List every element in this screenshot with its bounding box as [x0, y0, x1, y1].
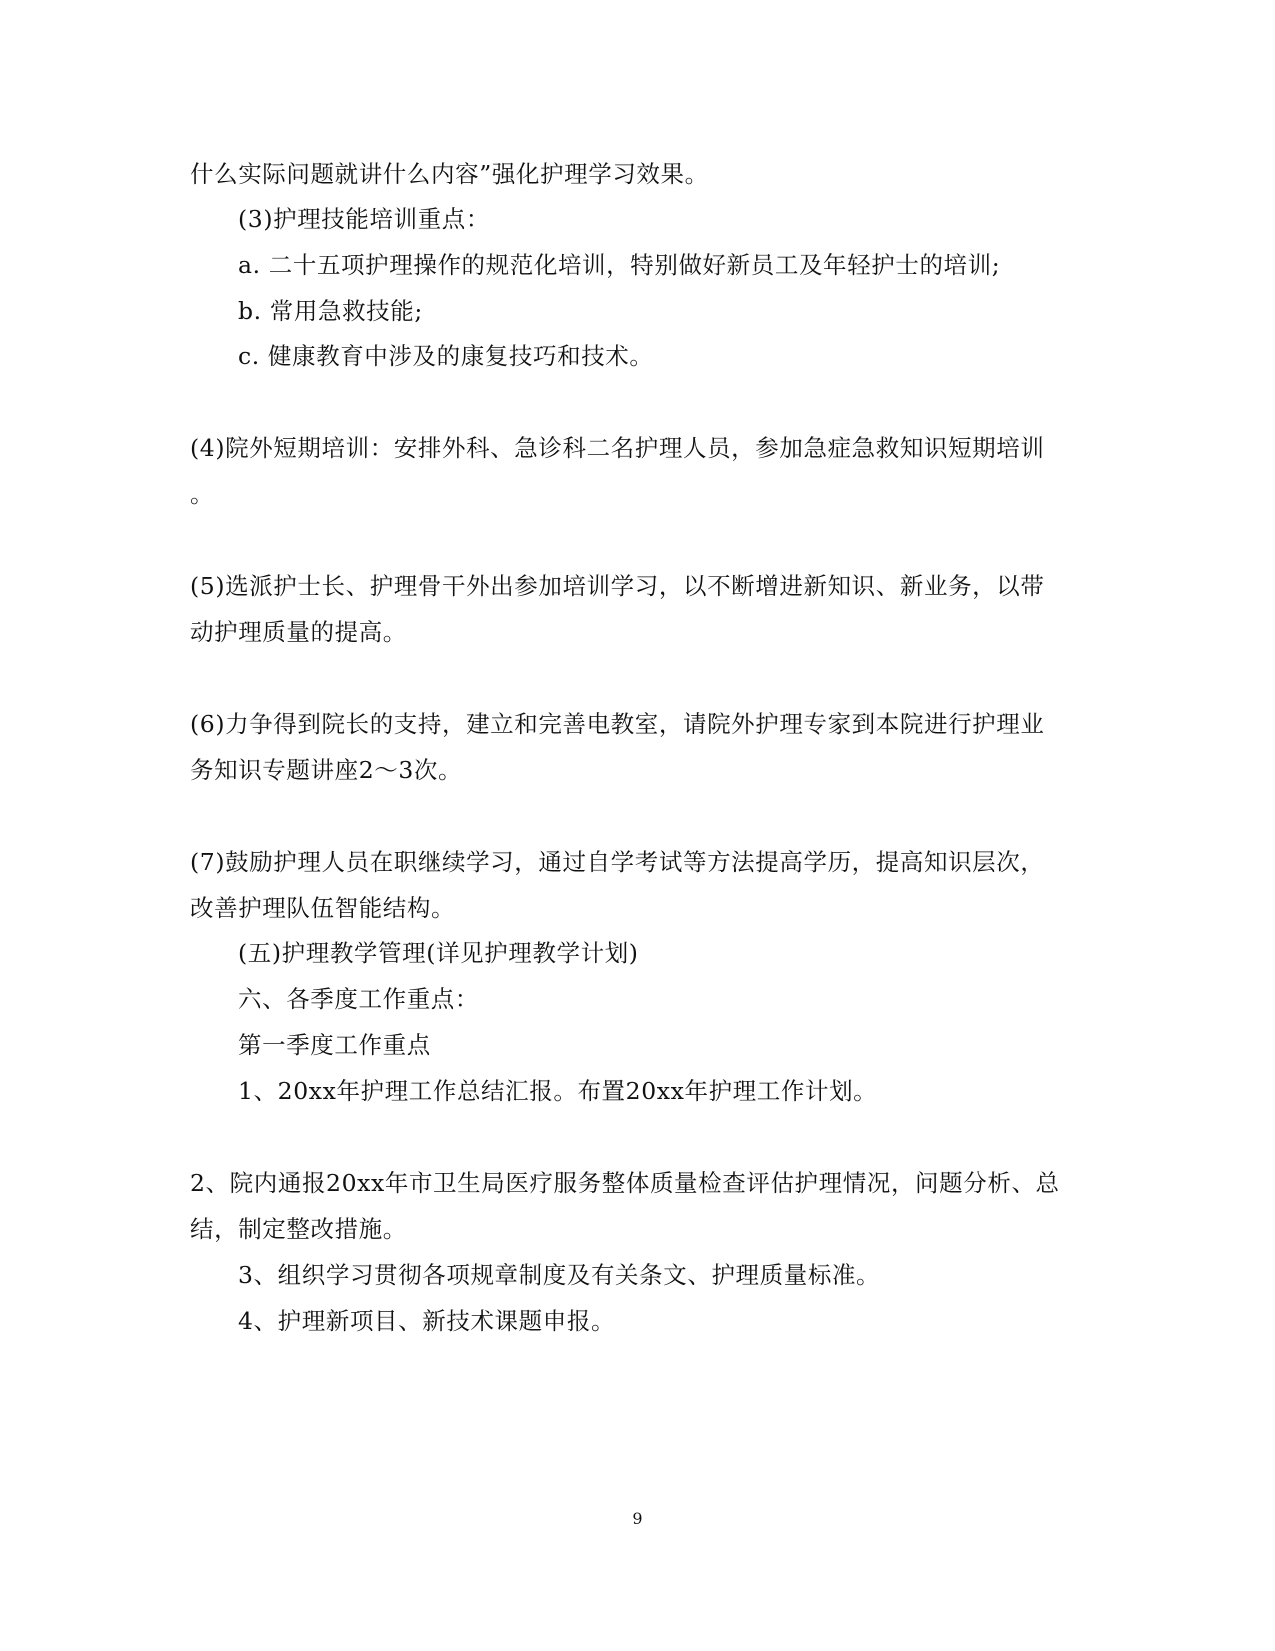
text-line: 改善护理队伍智能结构。 — [190, 894, 456, 922]
text-line: 结，制定整改措施。 — [190, 1215, 407, 1243]
text-line: c. 健康教育中涉及的康复技巧和技术。 — [238, 342, 654, 370]
text-line: 4、护理新项目、新技术课题申报。 — [238, 1307, 616, 1335]
text-line: (3)护理技能培训重点： — [238, 205, 490, 233]
text-line: (五)护理教学管理(详见护理教学计划) — [238, 939, 639, 967]
text-line: 什么实际问题就讲什么内容”强化护理学习效果。 — [190, 160, 709, 188]
text-line: 六、各季度工作重点： — [238, 985, 479, 1013]
text-line: 1、20xx年护理工作总结汇报。布置20xx年护理工作计划。 — [238, 1077, 878, 1105]
text-line: a. 二十五项护理操作的规范化培训，特别做好新员工及年轻护士的培训; — [238, 251, 1001, 279]
text-line: 2、院内通报20xx年市卫生局医疗服务整体质量检查评估护理情况，问题分析、总 — [190, 1169, 1060, 1197]
text-line: (6)力争得到院长的支持，建立和完善电教室，请院外护理专家到本院进行护理业 — [190, 710, 1045, 738]
text-line: (5)选派护士长、护理骨干外出参加培训学习，以不断增进新知识、新业务，以带 — [190, 572, 1045, 600]
text-line: 务知识专题讲座2～3次。 — [190, 756, 463, 784]
text-line: b. 常用急救技能; — [238, 297, 423, 325]
text-line: (7)鼓励护理人员在职继续学习，通过自学考试等方法提高学历，提高知识层次， — [190, 848, 1045, 876]
text-line: (4)院外短期培训：安排外科、急诊科二名护理人员，参加急症急救知识短期培训 — [190, 434, 1045, 462]
text-line: 。 — [190, 480, 215, 508]
page-number: 9 — [632, 1509, 643, 1528]
text-line: 第一季度工作重点 — [238, 1031, 431, 1059]
text-line: 3、组织学习贯彻各项规章制度及有关条文、护理质量标准。 — [238, 1261, 881, 1289]
text-line: 动护理质量的提高。 — [190, 618, 407, 646]
